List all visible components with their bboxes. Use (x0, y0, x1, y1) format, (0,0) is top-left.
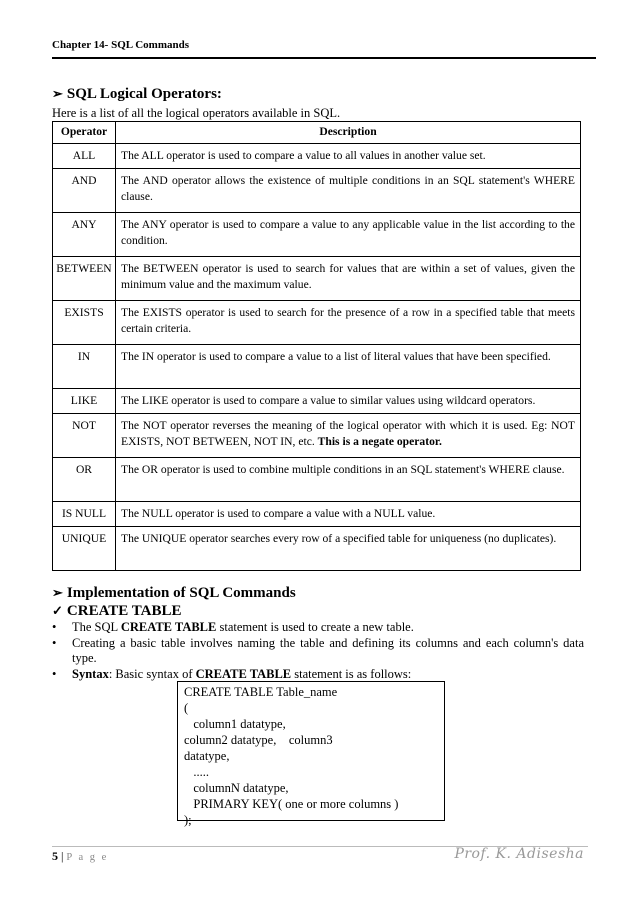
code-line: columnN datatype, (184, 781, 289, 795)
description-cell: The LIKE operator is used to compare a value to similar values using wildcard operators. (116, 389, 581, 414)
operator-cell: ANY (53, 213, 116, 257)
table-row (53, 144, 581, 169)
bullet-dot-icon: • (52, 635, 57, 650)
bullet-text-part: : Basic syntax of (108, 666, 196, 681)
column-header-description: Description (116, 122, 581, 144)
bullet-text-part: statement is used to create a new table. (216, 620, 414, 634)
description-cell: The BETWEEN operator is used to search for values that are within a set of values, given the minimum value and the maximum value. (116, 257, 581, 301)
syntax-code-box (177, 681, 445, 827)
operator-cell: IS NULL (53, 502, 116, 527)
operator-cell: UNIQUE (53, 527, 116, 571)
bullet-text: Creating a basic table involves naming the table and defining its columns and each column's data type. (72, 635, 584, 665)
code-line: CREATE TABLE Table_name (184, 685, 338, 699)
page-number (52, 849, 108, 864)
table-row (53, 345, 581, 389)
subheading-text: CREATE TABLE (66, 603, 182, 619)
operator-cell: LIKE (53, 389, 116, 414)
table-row (53, 414, 581, 458)
code-line: ( (184, 701, 189, 715)
table-row (53, 301, 581, 345)
description-cell: The ANY operator is used to compare a value to any applicable value in the list according to the condition. (116, 213, 581, 257)
table-row (53, 389, 581, 414)
description-cell: The EXISTS operator is used to search for the presence of a row in a specified table that meets certain criteria. (116, 301, 581, 345)
table-row (53, 458, 581, 502)
bullet-list (52, 620, 584, 682)
checkmark-icon: ✓ (52, 603, 63, 618)
bullet-text (72, 667, 584, 683)
description-cell: The NULL operator is used to compare a value with a NULL value. (116, 502, 581, 527)
bullet-text-part: statement is as follows: (291, 666, 412, 681)
bullet-text-bold: CREATE TABLE (195, 666, 292, 681)
description-cell: The UNIQUE operator searches every row of a specified table for uniqueness (no duplicates). (116, 527, 581, 571)
operator-cell: AND (53, 169, 116, 213)
section-heading-text: SQL Logical Operators: (66, 86, 222, 102)
section-heading-implementation (52, 585, 296, 602)
list-item (52, 667, 584, 683)
list-item (52, 636, 584, 667)
list-item (52, 620, 584, 636)
arrow-bullet-icon: ➢ (52, 585, 63, 600)
description-cell: The AND operator allows the existence of multiple conditions in an SQL statement's WHERE clause. (116, 169, 581, 213)
code-line: ); (184, 813, 192, 827)
bullet-text-bold: CREATE TABLE (120, 620, 217, 634)
description-text: The NOT operator reverses the meaning of the logical operator with which it is used. Eg: NOT EXISTS, NOT BETWEEN, NOT IN, etc. (121, 419, 575, 448)
code-line: column2 datatype, column3 (184, 733, 333, 747)
operator-cell: NOT (53, 414, 116, 458)
code-line: datatype, (184, 749, 230, 763)
bullet-dot-icon: • (52, 666, 57, 681)
table-header-row (53, 122, 581, 144)
code-line: ..... (184, 765, 209, 779)
table-row (53, 257, 581, 301)
author-name: Prof. K. Adisesha (454, 846, 584, 862)
table-row (53, 527, 581, 571)
code-line: column1 datatype, (184, 717, 286, 731)
bullet-text-part: The SQL (72, 620, 121, 634)
table-row (53, 169, 581, 213)
page-label: P a g e (66, 852, 109, 863)
chapter-title: Chapter 14- SQL Commands (52, 39, 190, 51)
operator-cell: EXISTS (53, 301, 116, 345)
operator-cell: OR (53, 458, 116, 502)
section-heading-text: Implementation of SQL Commands (66, 585, 296, 601)
intro-text: Here is a list of all the logical operators available in SQL. (52, 106, 341, 120)
bullet-dot-icon: • (52, 620, 57, 634)
bullet-text (72, 620, 584, 636)
description-cell: The ALL operator is used to compare a value to all values in another value set. (116, 144, 581, 169)
bullet-text-bold: Syntax (72, 666, 109, 681)
section-heading-logical-operators (52, 86, 222, 103)
column-header-operator: Operator (53, 122, 116, 144)
subheading-create-table (52, 603, 182, 620)
description-cell: The IN operator is used to compare a value to a list of literal values that have been specified. (116, 345, 581, 389)
description-cell (116, 414, 581, 458)
operator-cell: ALL (53, 144, 116, 169)
table-row (53, 213, 581, 257)
operator-cell: IN (53, 345, 116, 389)
page-number-value: 5 (52, 849, 58, 863)
table-row (53, 502, 581, 527)
arrow-bullet-icon: ➢ (52, 86, 63, 101)
logical-operators-table (52, 121, 581, 571)
description-cell: The OR operator is used to combine multiple conditions in an SQL statement's WHERE clause. (116, 458, 581, 502)
page-separator: | (58, 849, 67, 863)
header-divider (52, 57, 596, 59)
code-line: PRIMARY KEY( one or more columns ) (184, 797, 399, 811)
description-emphasis: This is a negate operator. (317, 435, 442, 448)
operator-cell: BETWEEN (53, 257, 116, 301)
